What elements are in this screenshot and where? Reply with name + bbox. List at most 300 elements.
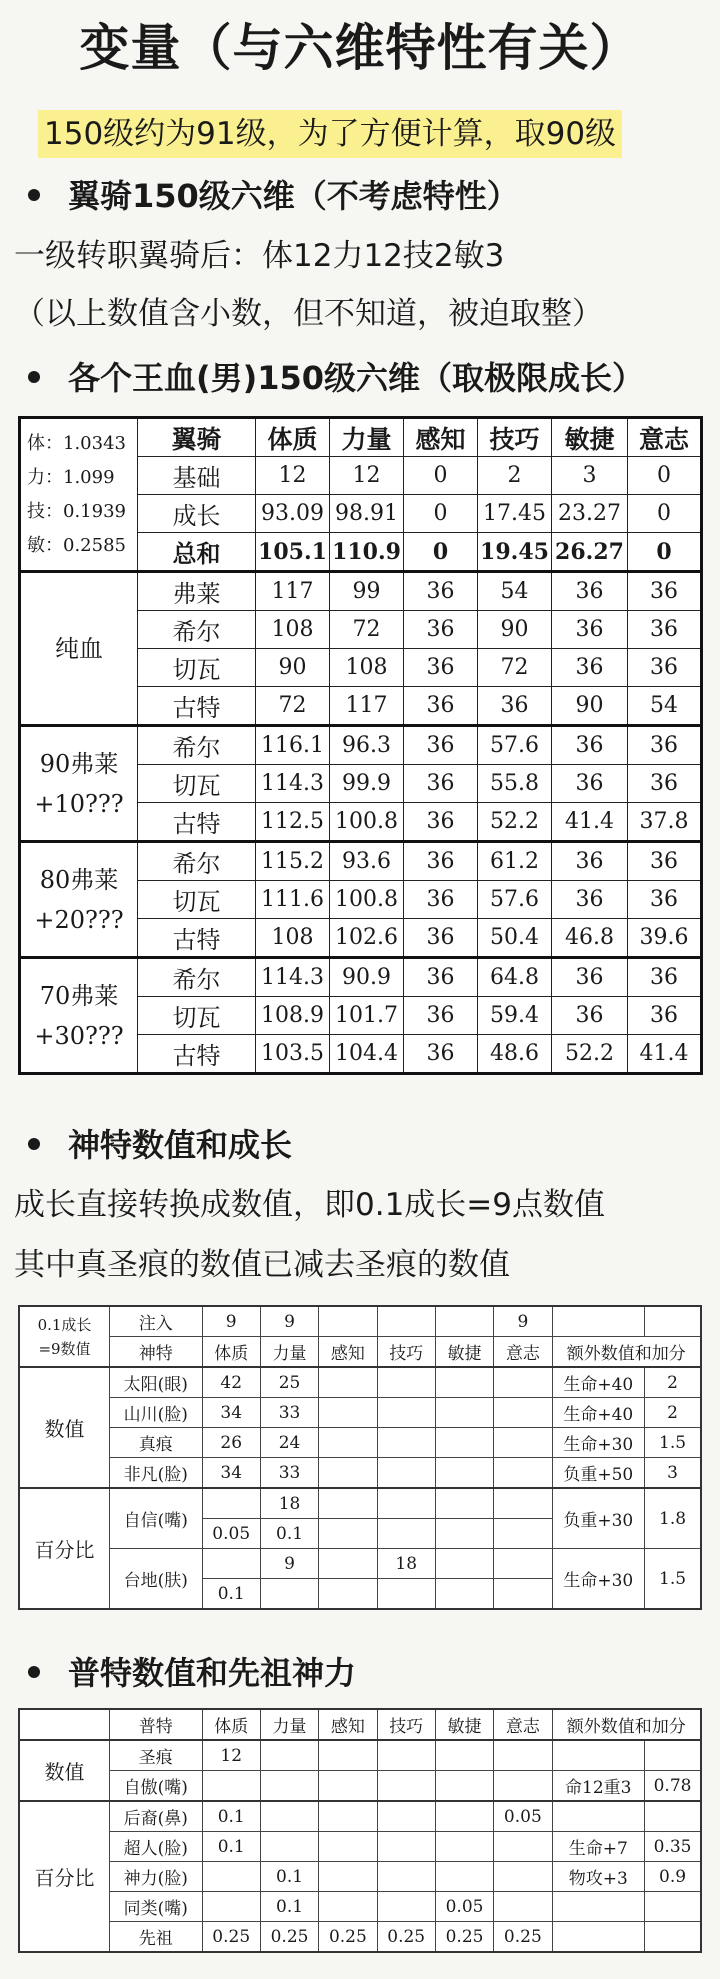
table-cell: 生命+30 xyxy=(552,1549,645,1610)
table-cell: 36 xyxy=(552,611,628,649)
table-cell: 25 xyxy=(260,1367,318,1398)
table-cell: 36 xyxy=(628,958,702,997)
table-cell: 90.9 xyxy=(330,958,404,997)
table-row xyxy=(19,1306,701,1337)
column-header: 意志 xyxy=(494,1337,552,1368)
table-cell: 61.2 xyxy=(478,842,552,881)
table-cell xyxy=(319,1801,377,1832)
column-header: 普特 xyxy=(110,1709,203,1740)
table-cell xyxy=(494,1428,552,1458)
table-cell: 24 xyxy=(260,1428,318,1458)
column-header: 敏捷 xyxy=(435,1337,493,1368)
table-cell xyxy=(435,1398,493,1428)
section-heading-divine: 神特数值和成长 xyxy=(22,1125,292,1165)
table-row xyxy=(19,1801,701,1832)
table-cell: 36 xyxy=(552,881,628,919)
table-cell: 18 xyxy=(260,1488,318,1519)
column-header: 额外数值和加分 xyxy=(552,1337,701,1368)
table-cell xyxy=(494,1367,552,1398)
table-cell: 0.1 xyxy=(260,1862,318,1892)
table-cell: 12 xyxy=(202,1740,260,1771)
table-cell xyxy=(319,1428,377,1458)
table-cell: 99 xyxy=(330,572,404,611)
column-header: 体质 xyxy=(202,1709,260,1740)
table-cell: 真痕 xyxy=(110,1428,203,1458)
table-cell: 0.05 xyxy=(202,1519,260,1549)
table-cell: 48.6 xyxy=(478,1035,552,1074)
table-cell: 12 xyxy=(330,457,404,495)
table-cell xyxy=(202,1862,260,1892)
table-cell: 19.45 xyxy=(478,533,552,572)
table-cell: 36 xyxy=(552,765,628,803)
table-cell xyxy=(377,1367,435,1398)
table-cell: 36 xyxy=(404,649,478,687)
table-cell: 2 xyxy=(478,457,552,495)
table-cell: 36 xyxy=(404,572,478,611)
table-cell: 36 xyxy=(628,726,702,765)
table-cell xyxy=(319,1771,377,1802)
table-row xyxy=(19,1549,701,1579)
table-cell: 12 xyxy=(256,457,330,495)
text-line: 其中真圣痕的数值已减去圣痕的数值 xyxy=(14,1247,510,1283)
table-cell xyxy=(435,1740,493,1771)
column-header: 感知 xyxy=(319,1709,377,1740)
table-cell: 100.8 xyxy=(330,881,404,919)
table-cell xyxy=(435,1549,493,1579)
table-cell: 37.8 xyxy=(628,803,702,842)
table-cell: 96.3 xyxy=(330,726,404,765)
table-cell xyxy=(202,1771,260,1802)
table-cell: 0.25 xyxy=(260,1922,318,1953)
table-cell: 9 xyxy=(260,1306,318,1337)
text-line: （以上数值含小数，但不知道，被迫取整） xyxy=(14,296,603,332)
table-cell: 36 xyxy=(628,765,702,803)
table-cell: 3 xyxy=(645,1458,701,1489)
table-cell: 古特 xyxy=(138,687,256,726)
table-row xyxy=(20,572,702,611)
table-cell: 负重+30 xyxy=(552,1488,645,1549)
table-cell xyxy=(319,1832,377,1862)
table-cell xyxy=(435,1488,493,1519)
table-cell: 0.1 xyxy=(202,1801,260,1832)
table-cell: 17.45 xyxy=(478,495,552,533)
table-cell: 2 xyxy=(645,1367,701,1398)
table-cell: 36 xyxy=(404,765,478,803)
table-cell: 90 xyxy=(256,649,330,687)
table-cell: 希尔 xyxy=(138,611,256,649)
table-cell: 114.3 xyxy=(256,958,330,997)
table-cell: 1.5 xyxy=(645,1428,701,1458)
table-cell: 36 xyxy=(404,997,478,1035)
table-cell xyxy=(260,1771,318,1802)
section-heading-royal: 各个王血(男)150级六维（取极限成长） xyxy=(22,358,644,398)
table-cell xyxy=(377,1428,435,1458)
table-cell: 9 xyxy=(494,1306,552,1337)
table-cell: 110.9 xyxy=(330,533,404,572)
column-header: 感知 xyxy=(404,418,478,457)
group-label: 百分比 xyxy=(19,1801,110,1952)
table-cell: 0.1 xyxy=(260,1519,318,1549)
table-cell: 115.2 xyxy=(256,842,330,881)
table-cell: 总和 xyxy=(138,533,256,572)
table-cell: 0 xyxy=(404,495,478,533)
table-cell: 希尔 xyxy=(138,958,256,997)
table-cell: 23.27 xyxy=(552,495,628,533)
table-cell: 0.1 xyxy=(202,1832,260,1862)
column-header: 力量 xyxy=(330,418,404,457)
table-cell: 59.4 xyxy=(478,997,552,1035)
table-row xyxy=(19,1367,701,1398)
table-cell: 0 xyxy=(628,457,702,495)
section-heading-yiqi: 翼骑150级六维（不考虑特性） xyxy=(22,176,519,216)
table-cell: 先祖 xyxy=(110,1922,203,1953)
coefficient-line: 力：1.099 xyxy=(27,466,115,488)
table-cell: 切瓦 xyxy=(138,765,256,803)
table-cell: 0.25 xyxy=(377,1922,435,1953)
table-cell: 切瓦 xyxy=(138,649,256,687)
column-header: 技巧 xyxy=(478,418,552,457)
table-cell xyxy=(552,1740,645,1771)
table-cell: 0.25 xyxy=(435,1922,493,1953)
table-cell: 42 xyxy=(202,1367,260,1398)
table-cell: 切瓦 xyxy=(138,997,256,1035)
table-cell: 古特 xyxy=(138,919,256,958)
table-cell: 3 xyxy=(552,457,628,495)
table-cell xyxy=(645,1801,701,1832)
table-cell: 36 xyxy=(628,611,702,649)
table-cell: 36 xyxy=(404,881,478,919)
group-label: 数值 xyxy=(19,1740,110,1801)
group-label: 80弗莱 +20??? xyxy=(20,842,138,958)
table-cell: 36 xyxy=(404,611,478,649)
table-cell xyxy=(645,1306,701,1337)
table-row xyxy=(20,418,702,457)
column-header: 敏捷 xyxy=(435,1709,493,1740)
group-label: 百分比 xyxy=(19,1488,110,1609)
table-cell xyxy=(260,1801,318,1832)
table-cell xyxy=(377,1458,435,1489)
table-cell xyxy=(435,1306,493,1337)
table-cell xyxy=(494,1892,552,1922)
table-cell: 36 xyxy=(404,687,478,726)
table-cell: 72 xyxy=(256,687,330,726)
highlight-note: 150级约为91级，为了方便计算，取90级 xyxy=(38,110,622,158)
table-cell: 101.7 xyxy=(330,997,404,1035)
table-cell xyxy=(494,1740,552,1771)
table-cell: 0 xyxy=(628,533,702,572)
bullet-icon xyxy=(28,1138,40,1150)
table-cell: 36 xyxy=(628,881,702,919)
coefficient-line: 技：0.1939 xyxy=(27,500,126,522)
table-cell: 36 xyxy=(552,572,628,611)
table-cell xyxy=(435,1579,493,1610)
table-cell xyxy=(435,1832,493,1862)
table-cell: 36 xyxy=(628,997,702,1035)
table-cell xyxy=(377,1488,435,1519)
text-line: 一级转职翼骑后：体12力12技2敏3 xyxy=(14,238,505,274)
table-cell: 生命+7 xyxy=(552,1832,645,1862)
table-cell xyxy=(552,1801,645,1832)
table-cell xyxy=(377,1862,435,1892)
table-cell xyxy=(435,1367,493,1398)
table-cell xyxy=(377,1892,435,1922)
table-cell: 36 xyxy=(552,842,628,881)
table-cell xyxy=(435,1862,493,1892)
table-cell: 古特 xyxy=(138,803,256,842)
table-cell: 0.1 xyxy=(260,1892,318,1922)
table-cell: 57.6 xyxy=(478,726,552,765)
table-cell: 54 xyxy=(478,572,552,611)
table-cell: 0.05 xyxy=(494,1801,552,1832)
table-cell xyxy=(319,1398,377,1428)
trait-name: 台地(肤) xyxy=(110,1549,203,1610)
table-cell xyxy=(377,1771,435,1802)
table-row xyxy=(19,1922,701,1953)
table-cell: 0 xyxy=(404,457,478,495)
bullet-icon xyxy=(28,189,40,201)
table-cell xyxy=(494,1579,552,1610)
column-header: 感知 xyxy=(319,1337,377,1368)
table-cell: 0.25 xyxy=(319,1922,377,1953)
table-cell xyxy=(494,1549,552,1579)
table-cell: 生命+40 xyxy=(552,1367,645,1398)
table-cell xyxy=(494,1771,552,1802)
table-cell: 太阳(眼) xyxy=(110,1367,203,1398)
column-header: 力量 xyxy=(260,1709,318,1740)
table-cell: 2 xyxy=(645,1398,701,1428)
table-cell: 物攻+3 xyxy=(552,1862,645,1892)
table-cell: 39.6 xyxy=(628,919,702,958)
table-cell: 36 xyxy=(552,958,628,997)
trait-name: 自信(嘴) xyxy=(110,1488,203,1549)
table-row xyxy=(19,1337,701,1368)
table-cell: 90 xyxy=(552,687,628,726)
table-cell: 26 xyxy=(202,1428,260,1458)
table-cell xyxy=(645,1922,701,1953)
table-cell: 同类(嘴) xyxy=(110,1892,203,1922)
table-cell: 117 xyxy=(330,687,404,726)
coefficient-line: 敏：0.2585 xyxy=(27,534,126,556)
table-cell: 36 xyxy=(628,572,702,611)
table-cell xyxy=(319,1862,377,1892)
table-cell: 57.6 xyxy=(478,881,552,919)
table-cell: 成长 xyxy=(138,495,256,533)
table-cell: 36 xyxy=(628,649,702,687)
table-cell: 1.5 xyxy=(645,1549,701,1610)
column-header: 力量 xyxy=(260,1337,318,1368)
table-cell: 注入 xyxy=(110,1306,203,1337)
common-traits-table xyxy=(18,1708,702,1953)
group-label: 数值 xyxy=(19,1367,110,1488)
table-row xyxy=(19,1709,701,1740)
table-cell: 自傲(嘴) xyxy=(110,1771,203,1802)
table-cell: 104.4 xyxy=(330,1035,404,1074)
table-cell: 50.4 xyxy=(478,919,552,958)
table-cell xyxy=(319,1549,377,1579)
column-header: 敏捷 xyxy=(552,418,628,457)
table-cell: 神力(脸) xyxy=(110,1862,203,1892)
table-cell: 108 xyxy=(256,919,330,958)
table-cell: 0.05 xyxy=(435,1892,493,1922)
column-header: 神特 xyxy=(110,1337,203,1368)
section-heading-common: 普特数值和先祖神力 xyxy=(22,1653,356,1693)
table-cell xyxy=(319,1306,377,1337)
table-cell: 117 xyxy=(256,572,330,611)
table-row xyxy=(20,726,702,765)
table-cell xyxy=(202,1892,260,1922)
table-cell xyxy=(645,1740,701,1771)
table-cell xyxy=(494,1832,552,1862)
table-cell: 111.6 xyxy=(256,881,330,919)
table-cell: 0.78 xyxy=(645,1771,701,1802)
table-cell xyxy=(494,1398,552,1428)
table-cell: 36 xyxy=(404,1035,478,1074)
table-cell: 36 xyxy=(552,997,628,1035)
table-cell xyxy=(260,1832,318,1862)
table-cell: 0.35 xyxy=(645,1832,701,1862)
table-cell: 命12重3 xyxy=(552,1771,645,1802)
table-cell: 希尔 xyxy=(138,842,256,881)
table-cell xyxy=(494,1862,552,1892)
table-cell: 93.09 xyxy=(256,495,330,533)
table-cell: 41.4 xyxy=(552,803,628,842)
table-row xyxy=(19,1832,701,1862)
table-cell xyxy=(377,1579,435,1610)
table-cell: 36 xyxy=(628,842,702,881)
column-header xyxy=(19,1709,110,1740)
table-cell xyxy=(494,1488,552,1519)
column-header: 翼骑 xyxy=(138,418,256,457)
table-cell: 64.8 xyxy=(478,958,552,997)
table-cell: 36 xyxy=(404,726,478,765)
table-cell xyxy=(260,1740,318,1771)
table-row xyxy=(19,1771,701,1802)
coefficient-line: 体：1.0343 xyxy=(27,432,126,454)
bullet-icon xyxy=(28,371,40,383)
table-cell: 99.9 xyxy=(330,765,404,803)
column-header: 技巧 xyxy=(377,1337,435,1368)
table-row xyxy=(19,1428,701,1458)
table-cell: 33 xyxy=(260,1398,318,1428)
table-cell xyxy=(435,1519,493,1549)
coefficient-cell xyxy=(20,418,138,572)
table-cell: 切瓦 xyxy=(138,881,256,919)
table-cell: 圣痕 xyxy=(110,1740,203,1771)
table-cell: 0.25 xyxy=(202,1922,260,1953)
table-cell: 90 xyxy=(478,611,552,649)
table-cell xyxy=(645,1892,701,1922)
table-cell xyxy=(377,1832,435,1862)
table-cell xyxy=(435,1458,493,1489)
table-cell xyxy=(319,1892,377,1922)
table-cell: 112.5 xyxy=(256,803,330,842)
table-cell: 山川(脸) xyxy=(110,1398,203,1428)
table-cell: 103.5 xyxy=(256,1035,330,1074)
table-cell xyxy=(552,1892,645,1922)
table-cell: 108 xyxy=(256,611,330,649)
table-cell xyxy=(319,1458,377,1489)
column-header: 意志 xyxy=(628,418,702,457)
table-cell xyxy=(202,1549,260,1579)
table-cell: 后裔(鼻) xyxy=(110,1801,203,1832)
table-cell xyxy=(377,1306,435,1337)
table-cell xyxy=(319,1488,377,1519)
table-cell: 0 xyxy=(628,495,702,533)
table-cell xyxy=(435,1801,493,1832)
table-cell: 非凡(脸) xyxy=(110,1458,203,1489)
table-cell: 36 xyxy=(404,919,478,958)
table-cell: 36 xyxy=(404,958,478,997)
table-cell: 古特 xyxy=(138,1035,256,1074)
table-cell: 36 xyxy=(404,842,478,881)
divine-traits-table xyxy=(18,1305,702,1610)
table-cell xyxy=(260,1579,318,1610)
table-row xyxy=(19,1892,701,1922)
table-cell xyxy=(319,1579,377,1610)
table-row xyxy=(19,1740,701,1771)
table-cell: 108 xyxy=(330,649,404,687)
table-cell xyxy=(319,1519,377,1549)
table-cell: 36 xyxy=(552,726,628,765)
table-cell: 18 xyxy=(377,1549,435,1579)
table-cell: 116.1 xyxy=(256,726,330,765)
royal-stats-table xyxy=(18,416,703,1075)
table-row xyxy=(19,1398,701,1428)
table-cell xyxy=(552,1922,645,1953)
table-cell: 105.1 xyxy=(256,533,330,572)
table-cell: 100.8 xyxy=(330,803,404,842)
table-cell: 负重+50 xyxy=(552,1458,645,1489)
bullet-icon xyxy=(28,1666,40,1678)
table-cell xyxy=(435,1428,493,1458)
column-header: 体质 xyxy=(256,418,330,457)
table-cell: 72 xyxy=(478,649,552,687)
table-row xyxy=(20,958,702,997)
table-row xyxy=(19,1862,701,1892)
table-cell: 1.8 xyxy=(645,1488,701,1549)
column-header: 意志 xyxy=(494,1709,552,1740)
table-cell: 34 xyxy=(202,1398,260,1428)
column-header: 体质 xyxy=(202,1337,260,1368)
table-cell: 弗莱 xyxy=(138,572,256,611)
table-cell: 生命+40 xyxy=(552,1398,645,1428)
table-cell: 36 xyxy=(478,687,552,726)
group-label: 90弗莱 +10??? xyxy=(20,726,138,842)
table-cell: 72 xyxy=(330,611,404,649)
table-cell: 36 xyxy=(404,803,478,842)
table-cell xyxy=(319,1740,377,1771)
table-cell: 41.4 xyxy=(628,1035,702,1074)
corner-note: 0.1成长 =9数值 xyxy=(19,1306,110,1367)
table-cell: 114.3 xyxy=(256,765,330,803)
table-cell: 34 xyxy=(202,1458,260,1489)
table-cell xyxy=(494,1458,552,1489)
table-cell xyxy=(377,1740,435,1771)
text-line: 成长直接转换成数值，即0.1成长=9点数值 xyxy=(14,1187,605,1223)
table-cell xyxy=(494,1519,552,1549)
table-cell: 超人(脸) xyxy=(110,1832,203,1862)
table-row xyxy=(19,1488,701,1519)
table-cell: 26.27 xyxy=(552,533,628,572)
table-cell xyxy=(435,1771,493,1802)
table-cell: 生命+30 xyxy=(552,1428,645,1458)
table-cell: 0.9 xyxy=(645,1862,701,1892)
group-label: 纯血 xyxy=(20,572,138,726)
group-label: 70弗莱 +30??? xyxy=(20,958,138,1074)
table-cell xyxy=(377,1519,435,1549)
table-cell: 54 xyxy=(628,687,702,726)
table-cell: 98.91 xyxy=(330,495,404,533)
